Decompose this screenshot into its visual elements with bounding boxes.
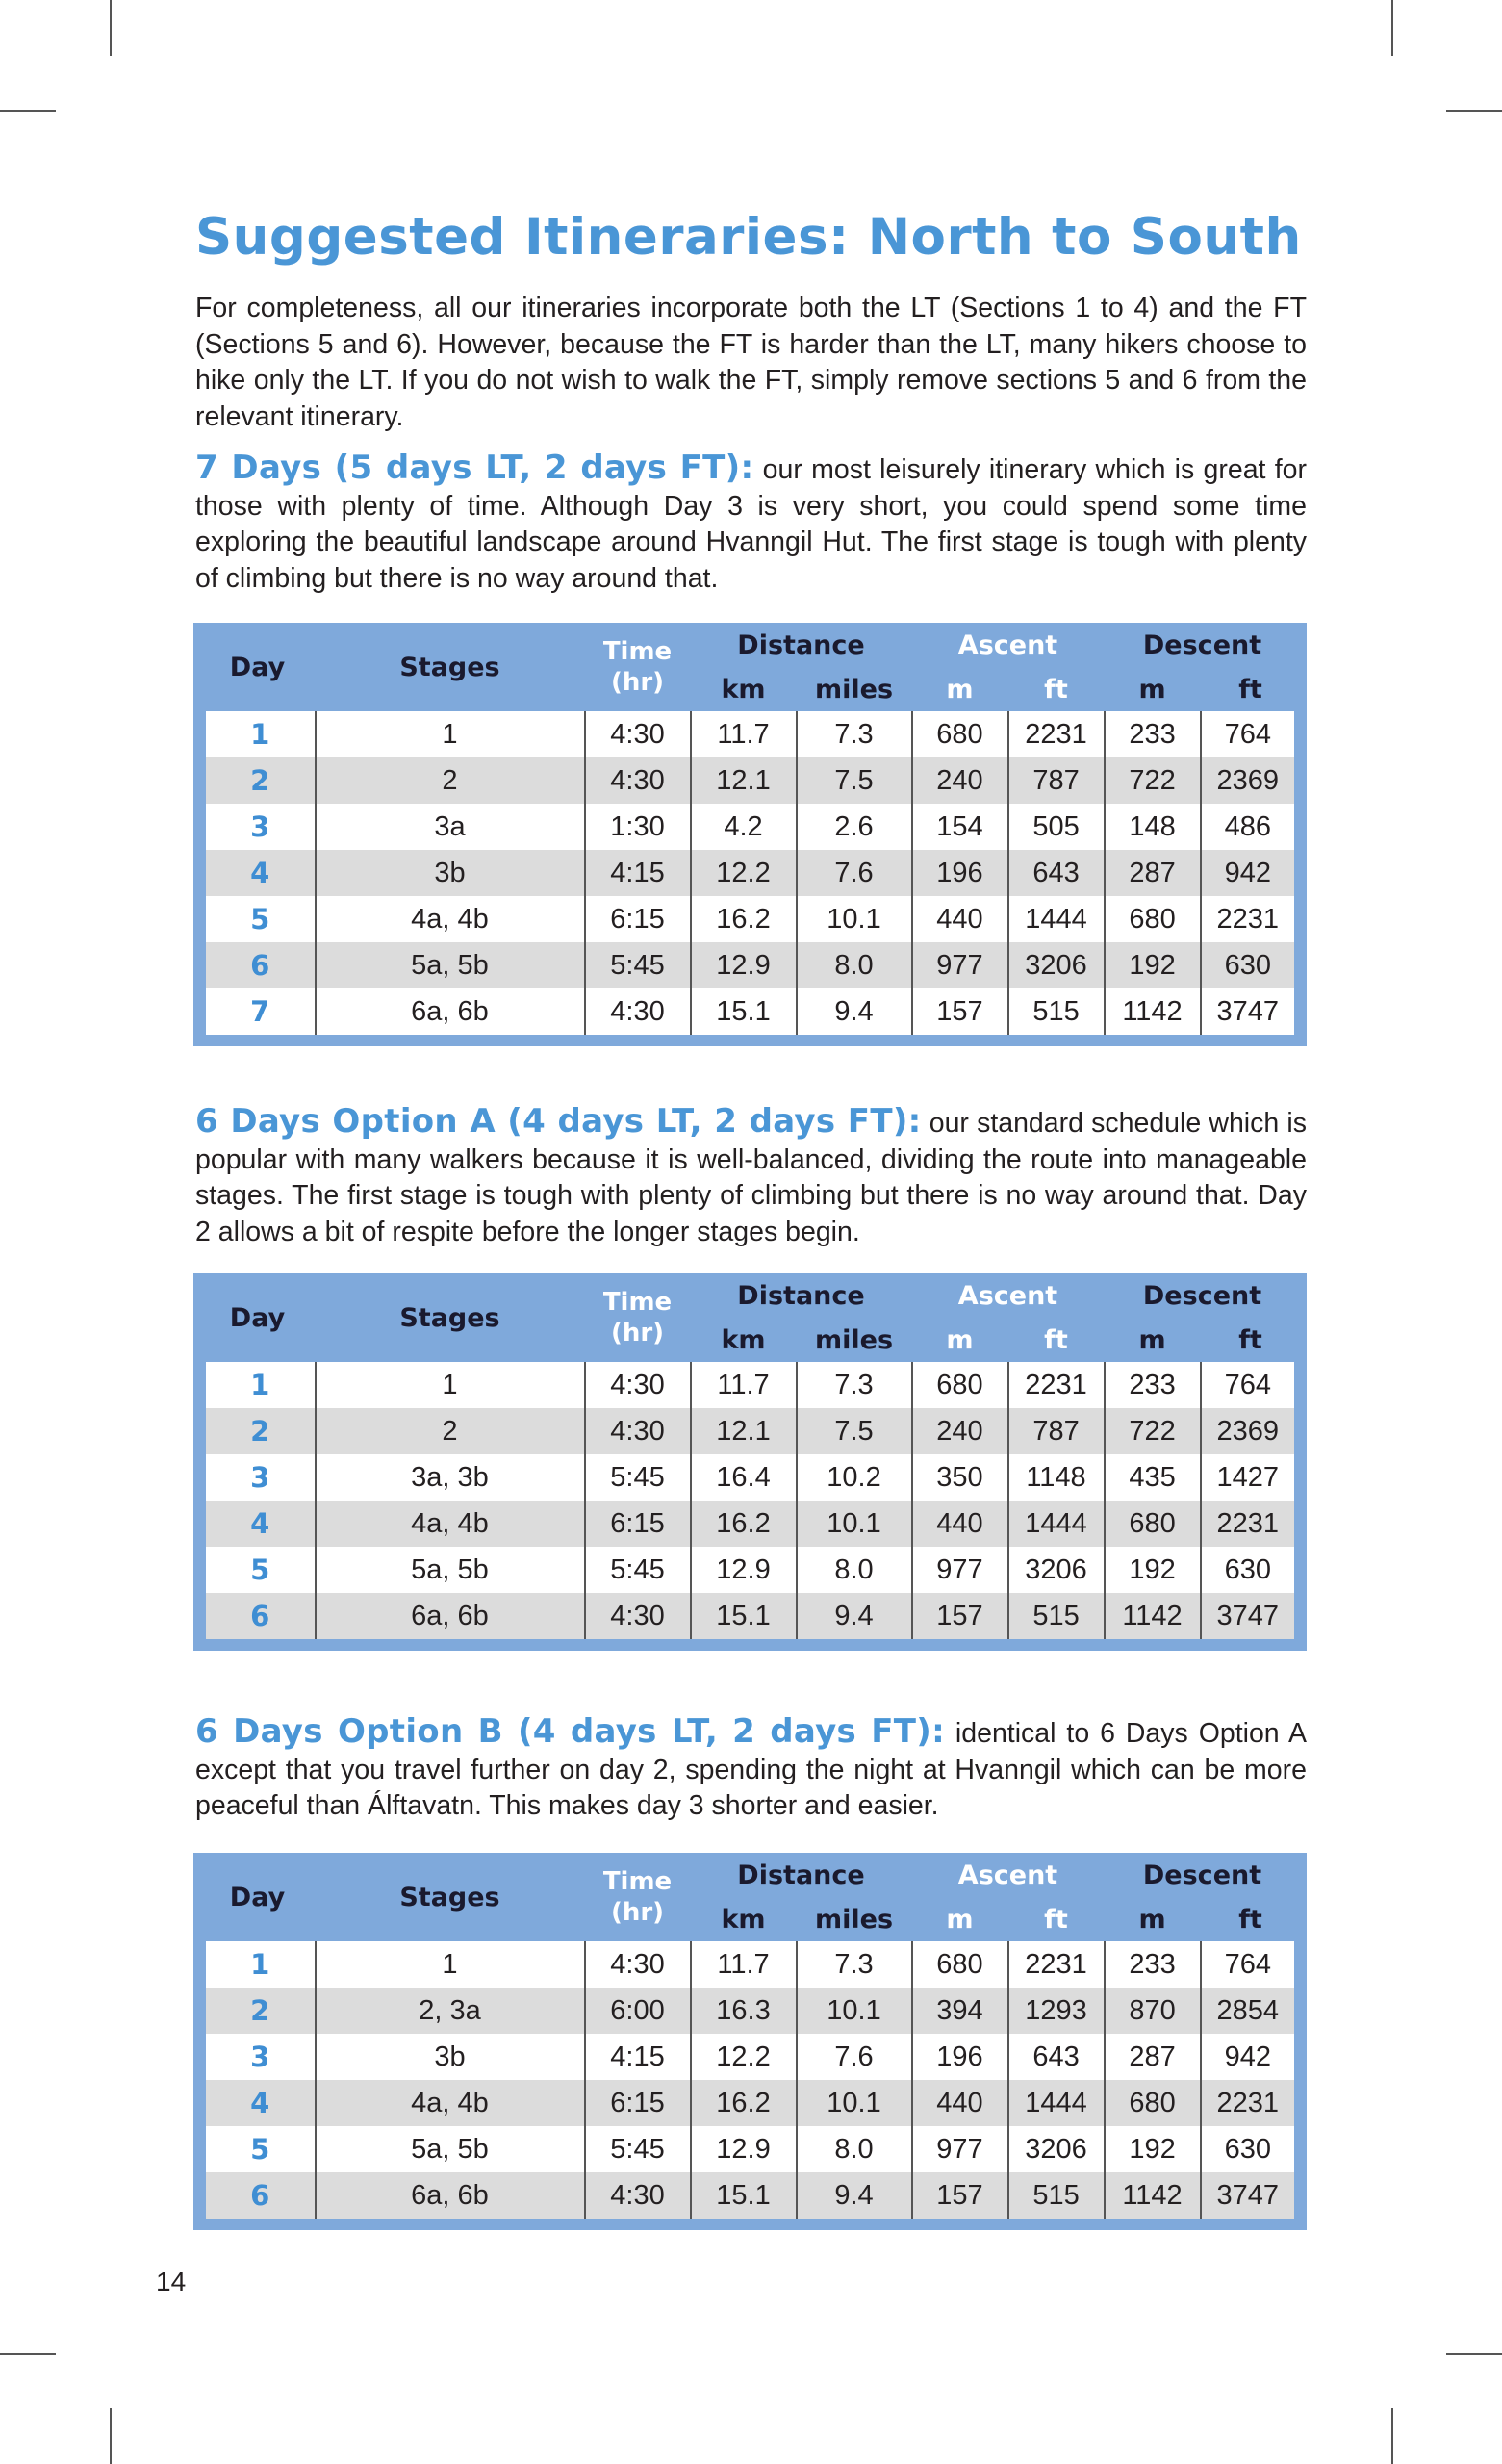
table-cell: 4:30 [585,988,691,1040]
itinerary-description [195,1104,1307,1250]
header-cell: miles [814,1904,894,1935]
table-cell: 630 [1201,2126,1301,2172]
header-cell-time [585,1273,691,1362]
table-cell: 287 [1105,850,1201,896]
table-cell: 7.6 [797,2034,912,2080]
table-cell: 7.6 [797,850,912,896]
table-cell: 1444 [1008,2080,1105,2126]
table-cell: 2 [316,757,585,804]
table-cell: 4a, 4b [316,1501,585,1547]
header-cell: m [1138,1904,1166,1935]
header-cell-time [585,1853,691,1941]
time-unit: (hr) [610,1898,665,1927]
table-cell: 2231 [1201,1501,1301,1547]
table-cell: 942 [1201,850,1301,896]
table-cell: 9.4 [797,1593,912,1645]
header-cell: Descent [1142,629,1262,660]
table-row [200,2172,1301,2224]
intro-paragraph: For completeness, all our itineraries incorporate both the LT (Sections 1 to 4) and the FT (Sections 5 and 6). However, because the FT is harder than the LT, many hikers choose to hike only the LT. If you do not wish to walk the FT, simply remove sections 5 and 6 from the relevant itinerary. [195,293,1307,432]
table-cell: 1444 [1008,1501,1105,1547]
table-row [200,2034,1301,2080]
table-cell: 16.2 [691,1501,797,1547]
table-cell: 4a, 4b [316,2080,585,2126]
crop-mark [1446,2353,1502,2355]
table-cell: 680 [912,1941,1008,1988]
table-cell: 2231 [1201,2080,1301,2126]
table-cell: 3 [200,804,316,850]
crop-mark [0,2353,56,2355]
table-cell: 11.7 [691,1941,797,1988]
table-cell: 630 [1201,942,1301,988]
header-cell: Distance [737,629,865,660]
table-cell: 1142 [1105,1593,1201,1645]
table-cell: 2231 [1201,896,1301,942]
table-cell: 10.1 [797,1988,912,2034]
header-cell: km [721,1324,766,1355]
table-cell: 192 [1105,1547,1201,1593]
table-cell: 787 [1008,1408,1105,1454]
itinerary-text: identical to 6 Days Option A except that you travel further on day 2, spending the night at Hvanngil which can be more peaceful than Álftavatn. This makes day 3 shorter and easier. [195,1718,1308,1821]
header-cell: Stages [399,1302,500,1333]
table-cell: 680 [912,711,1008,757]
table-cell: 2 [200,757,316,804]
table-cell: 870 [1105,1988,1201,2034]
table-cell: 16.4 [691,1454,797,1501]
table-cell: 680 [1105,1501,1201,1547]
table-cell: 233 [1105,1941,1201,1988]
table-cell: 1148 [1008,1454,1105,1501]
table-cell: 148 [1105,804,1201,850]
table-cell: 192 [1105,2126,1201,2172]
table-cell: 12.2 [691,850,797,896]
header-cell: ft [1044,674,1068,705]
table-cell: 764 [1201,1362,1301,1408]
crop-mark [0,110,56,112]
table-cell: 7.5 [797,1408,912,1454]
table-cell: 1142 [1105,2172,1201,2224]
table-cell: 2 [316,1408,585,1454]
table-cell: 1 [316,1941,585,1988]
table-cell: 15.1 [691,2172,797,2224]
table-cell: 6 [200,942,316,988]
table-cell: 942 [1201,2034,1301,2080]
table-cell: 7.3 [797,1362,912,1408]
table-cell: 394 [912,1988,1008,2034]
table-cell: 7.5 [797,757,912,804]
table-cell: 1 [316,711,585,757]
table-cell: 977 [912,1547,1008,1593]
table-cell: 11.7 [691,711,797,757]
table-cell: 350 [912,1454,1008,1501]
crop-mark [1391,0,1393,56]
table-cell: 6 [200,2172,316,2224]
table-row [200,1593,1301,1645]
table-cell: 2 [200,1988,316,2034]
header-cell: Stages [399,652,500,682]
table-cell: 3747 [1201,2172,1301,2224]
header-cell: miles [814,1324,894,1355]
itinerary-description [195,1714,1307,1825]
table-cell: 2231 [1008,1362,1105,1408]
table-cell: 4 [200,1501,316,1547]
table-cell: 6:00 [585,1988,691,2034]
table-row [200,711,1301,757]
table-cell: 6 [200,1593,316,1645]
table-cell: 3a, 3b [316,1454,585,1501]
table-row [200,1362,1301,1408]
header-cell: ft [1044,1324,1068,1355]
header-cell-time [585,623,691,711]
table-cell: 9.4 [797,988,912,1040]
table-cell: 2369 [1201,1408,1301,1454]
header-cell: Distance [737,1860,865,1890]
header-cell: Descent [1142,1860,1262,1890]
itinerary-text: our standard schedule which is popular with many walkers because it is well-balanced, dividing the route into manageable stages. The first stage is tough with plenty of climbing but there is no way around that. Day 2 allows a bit of respite before the longer stages begin. [195,1108,1307,1247]
table-cell: 1:30 [585,804,691,850]
table-cell: 977 [912,942,1008,988]
table-cell: 240 [912,1408,1008,1454]
table-cell: 5a, 5b [316,942,585,988]
table-row [200,1988,1301,2034]
table-cell: 5:45 [585,2126,691,2172]
header-cell: ft [1044,1904,1068,1935]
time-label: Time [602,1288,673,1317]
table-cell: 4 [200,850,316,896]
table-row [200,1941,1301,1988]
crop-mark [110,0,112,56]
table-cell: 5a, 5b [316,2126,585,2172]
table-cell: 4:30 [585,1362,691,1408]
header-cell: Ascent [957,629,1058,660]
table-cell: 154 [912,804,1008,850]
table-cell: 6:15 [585,1501,691,1547]
table-cell: 5:45 [585,942,691,988]
table-cell: 643 [1008,2034,1105,2080]
crop-mark [110,2408,112,2464]
table-cell: 7.3 [797,711,912,757]
header-cell: km [721,1904,766,1935]
table-row [200,896,1301,942]
table-row [200,1454,1301,1501]
table-row [200,1408,1301,1454]
header-cell: ft [1238,1324,1262,1355]
header-cell: ft [1238,674,1262,705]
table-row [200,804,1301,850]
header-cell: Distance [737,1280,865,1311]
table-cell: 11.7 [691,1362,797,1408]
table-cell: 1 [316,1362,585,1408]
itinerary-table [193,1273,1307,1651]
table-row [200,1501,1301,1547]
itinerary-description [195,450,1307,597]
table-cell: 2369 [1201,757,1301,804]
page-title: Suggested Itineraries: North to South [195,208,1302,267]
table-cell: 515 [1008,1593,1105,1645]
table-cell: 515 [1008,988,1105,1040]
table-row [200,850,1301,896]
table-cell: 6a, 6b [316,988,585,1040]
itinerary-heading: 6 Days Option B (4 days LT, 2 days FT): [195,1712,945,1751]
table-cell: 8.0 [797,942,912,988]
table-cell: 3 [200,2034,316,2080]
table-cell: 440 [912,2080,1008,2126]
table-cell: 4:30 [585,757,691,804]
table-cell: 680 [912,1362,1008,1408]
table-cell: 12.1 [691,1408,797,1454]
header-cell: m [1138,1324,1166,1355]
table-cell: 7 [200,988,316,1040]
table-cell: 680 [1105,896,1201,942]
table-cell: 4:30 [585,1941,691,1988]
table-cell: 5 [200,2126,316,2172]
table-cell: 16.2 [691,2080,797,2126]
table-cell: 4a, 4b [316,896,585,942]
table-cell: 2 [200,1408,316,1454]
header-cell: Ascent [957,1860,1058,1890]
table-cell: 10.1 [797,2080,912,2126]
table-cell: 722 [1105,1408,1201,1454]
page-number: 14 [156,2267,187,2297]
itinerary-text: our most leisurely itinerary which is great for those with plenty of time. Although Day 3 is very short, you could spend some time exploring the beautiful landscape around Hvanngil Hut. The first stage is tough with plenty of climbing but there is no way around that. [195,454,1307,594]
table-cell: 5:45 [585,1547,691,1593]
table-cell: 3b [316,2034,585,2080]
table-cell: 157 [912,988,1008,1040]
table-cell: 8.0 [797,2126,912,2172]
table-cell: 2231 [1008,711,1105,757]
header-cell: Day [229,1302,286,1333]
time-label: Time [602,1867,673,1896]
table-cell: 643 [1008,850,1105,896]
table-cell: 4 [200,2080,316,2126]
table-cell: 10.2 [797,1454,912,1501]
table-cell: 3747 [1201,1593,1301,1645]
table-cell: 7.3 [797,1941,912,1988]
header-cell: miles [814,674,894,705]
table-cell: 287 [1105,2034,1201,2080]
header-cell: m [946,674,974,705]
table-cell: 1 [200,1941,316,1988]
table-cell: 764 [1201,1941,1301,1988]
table-cell: 5:45 [585,1454,691,1501]
table-cell: 505 [1008,804,1105,850]
table-cell: 196 [912,850,1008,896]
table-cell: 3a [316,804,585,850]
time-label: Time [602,637,673,666]
table-cell: 12.2 [691,2034,797,2080]
table-cell: 440 [912,1501,1008,1547]
table-cell: 4:30 [585,711,691,757]
table-cell: 3 [200,1454,316,1501]
table-row [200,1547,1301,1593]
header-cell: ft [1238,1904,1262,1935]
table-cell: 515 [1008,2172,1105,2224]
table-cell: 3206 [1008,1547,1105,1593]
table-cell: 4:30 [585,2172,691,2224]
table-cell: 3b [316,850,585,896]
table-cell: 233 [1105,1362,1201,1408]
header-cell: Day [229,1882,286,1912]
table-cell: 764 [1201,711,1301,757]
table-cell: 680 [1105,2080,1201,2126]
table-cell: 722 [1105,757,1201,804]
table-cell: 1142 [1105,988,1201,1040]
table-cell: 10.1 [797,1501,912,1547]
table-cell: 16.2 [691,896,797,942]
table-cell: 12.1 [691,757,797,804]
table-cell: 5 [200,896,316,942]
table-row [200,2080,1301,2126]
header-cell: Day [229,652,286,682]
table-cell: 12.9 [691,942,797,988]
table-cell: 435 [1105,1454,1201,1501]
header-cell: m [946,1324,974,1355]
table-cell: 787 [1008,757,1105,804]
itinerary-heading: 6 Days Option A (4 days LT, 2 days FT): [195,1102,922,1141]
header-cell: m [1138,674,1166,705]
crop-mark [1391,2408,1393,2464]
table-cell: 12.9 [691,2126,797,2172]
itinerary-table [193,623,1307,1046]
table-cell: 12.9 [691,1547,797,1593]
table-cell: 2231 [1008,1941,1105,1988]
itinerary-table [193,1853,1307,2230]
table-cell: 1444 [1008,896,1105,942]
table-cell: 1 [200,711,316,757]
table-cell: 4:30 [585,1408,691,1454]
header-cell: km [721,674,766,705]
table-cell: 16.3 [691,1988,797,2034]
header-cell: m [946,1904,974,1935]
table-cell: 4.2 [691,804,797,850]
table-cell: 240 [912,757,1008,804]
table-cell: 233 [1105,711,1201,757]
table-row [200,988,1301,1040]
table-cell: 486 [1201,804,1301,850]
table-cell: 3747 [1201,988,1301,1040]
table-cell: 192 [1105,942,1201,988]
table-cell: 1293 [1008,1988,1105,2034]
table-cell: 5 [200,1547,316,1593]
table-cell: 15.1 [691,1593,797,1645]
crop-mark [1446,110,1502,112]
header-cell: Descent [1142,1280,1262,1311]
table-cell: 8.0 [797,1547,912,1593]
table-cell: 157 [912,2172,1008,2224]
table-cell: 6a, 6b [316,2172,585,2224]
table-cell: 2, 3a [316,1988,585,2034]
table-cell: 4:15 [585,850,691,896]
table-cell: 6:15 [585,896,691,942]
table-row [200,2126,1301,2172]
table-cell: 977 [912,2126,1008,2172]
table-cell: 157 [912,1593,1008,1645]
header-cell: Stages [399,1882,500,1912]
table-cell: 1427 [1201,1454,1301,1501]
table-cell: 2.6 [797,804,912,850]
table-cell: 9.4 [797,2172,912,2224]
table-cell: 10.1 [797,896,912,942]
itinerary-heading: 7 Days (5 days LT, 2 days FT): [195,449,754,487]
table-cell: 4:15 [585,2034,691,2080]
table-cell: 3206 [1008,2126,1105,2172]
header-cell: Ascent [957,1280,1058,1311]
table-cell: 15.1 [691,988,797,1040]
time-unit: (hr) [610,668,665,697]
table-row [200,942,1301,988]
table-cell: 6:15 [585,2080,691,2126]
table-cell: 1 [200,1362,316,1408]
time-unit: (hr) [610,1319,665,1348]
table-cell: 3206 [1008,942,1105,988]
table-row [200,757,1301,804]
table-cell: 6a, 6b [316,1593,585,1645]
table-cell: 4:30 [585,1593,691,1645]
table-cell: 2854 [1201,1988,1301,2034]
table-cell: 5a, 5b [316,1547,585,1593]
table-cell: 196 [912,2034,1008,2080]
table-cell: 630 [1201,1547,1301,1593]
table-cell: 440 [912,896,1008,942]
